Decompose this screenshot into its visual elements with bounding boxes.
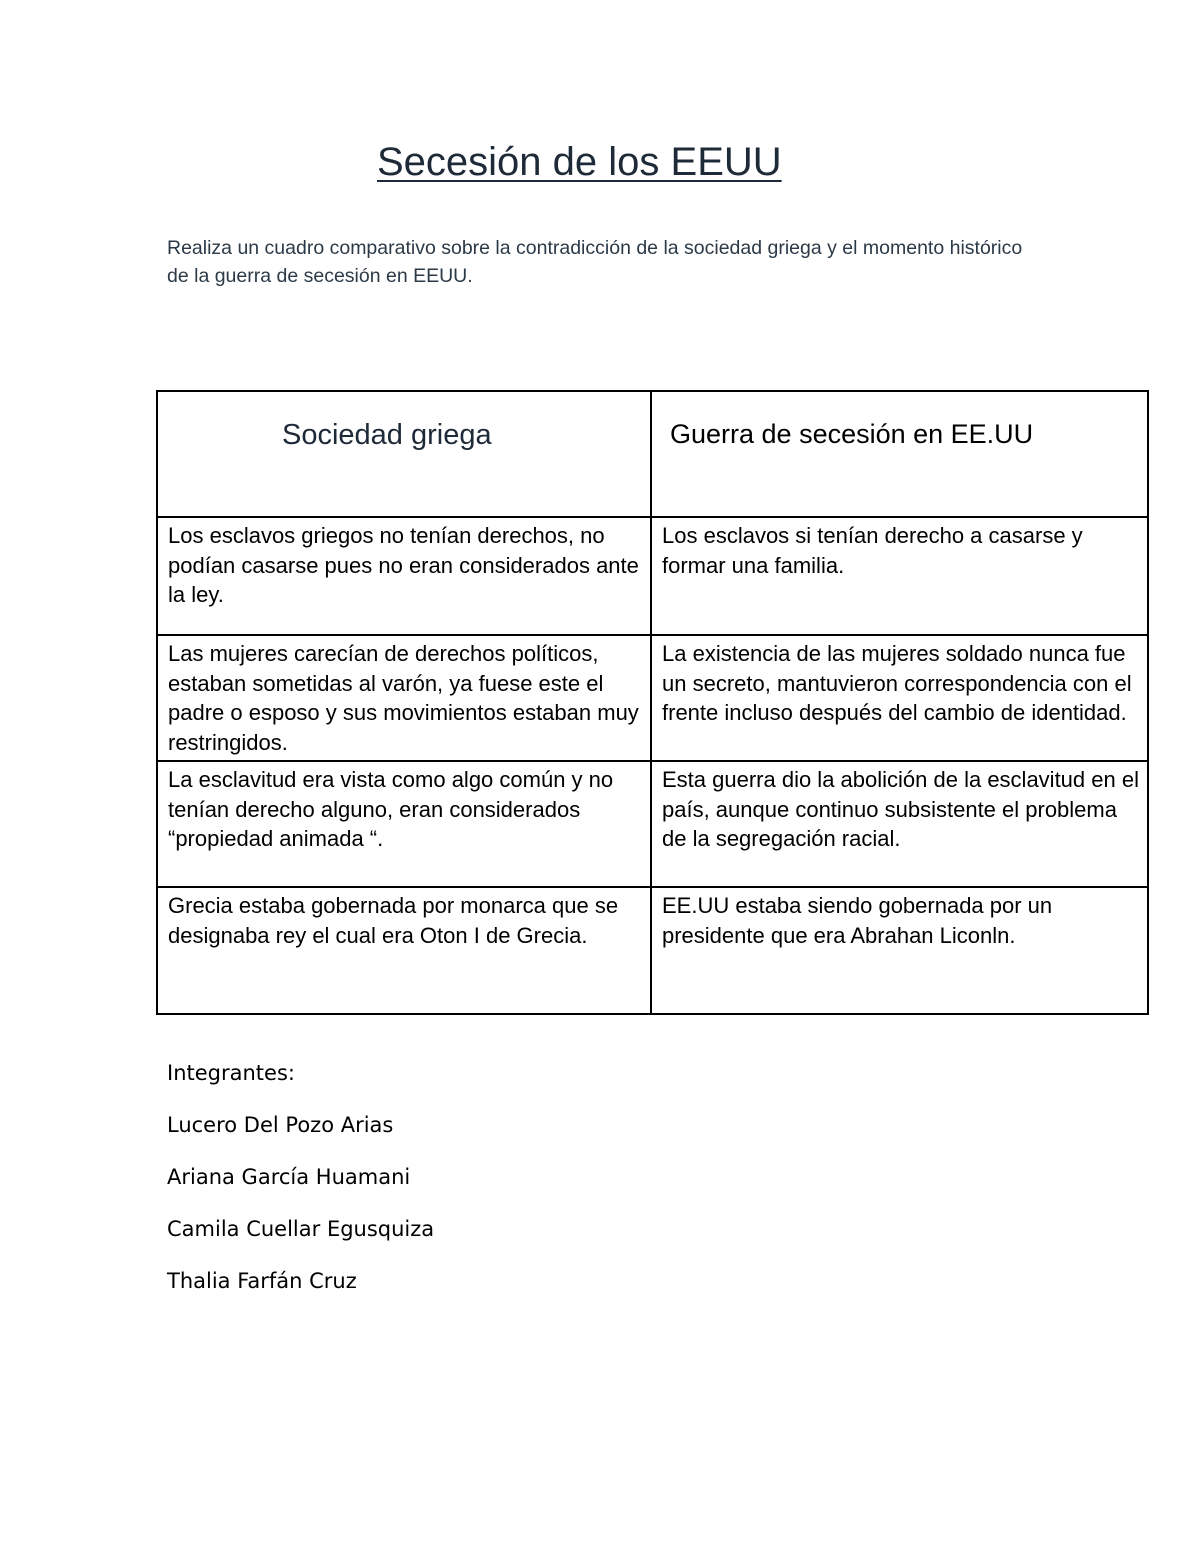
table-cell-usa: La existencia de las mujeres soldado nunca fue un secreto, mantuvieron correspondencia con el frente incluso después del cambio de identidad. <box>651 635 1148 761</box>
table-row <box>157 517 1148 635</box>
table-header-row <box>157 391 1148 517</box>
table-row <box>157 761 1148 887</box>
members-heading: Integrantes: <box>167 1061 295 1085</box>
table-cell-greek: Los esclavos griegos no tenían derechos, no podían casarse pues no eran considerados ante la ley. <box>157 517 651 635</box>
member-name: Thalia Farfán Cruz <box>167 1269 357 1293</box>
table-row <box>157 887 1148 1014</box>
table-header-greek-society: Sociedad griega <box>157 391 651 517</box>
comparison-table <box>156 390 1149 1015</box>
table-cell-greek: Grecia estaba gobernada por monarca que se designaba rey el cual era Oton I de Grecia. <box>157 887 651 1014</box>
table-cell-greek: La esclavitud era vista como algo común y no tenían derecho alguno, eran considerados “propiedad animada “. <box>157 761 651 887</box>
page-title: Secesión de los EEUU <box>377 140 782 184</box>
members-section <box>167 1058 434 1318</box>
member-name: Camila Cuellar Egusquiza <box>167 1217 435 1241</box>
table-cell-usa: Los esclavos si tenían derecho a casarse y formar una familia. <box>651 517 1148 635</box>
member-name: Lucero Del Pozo Arias <box>167 1113 394 1137</box>
instructions-text: Realiza un cuadro comparativo sobre la contradicción de la sociedad griega y el momento histórico de la guerra de secesión en EEUU. <box>167 237 1023 287</box>
table-cell-usa: Esta guerra dio la abolición de la esclavitud en el país, aunque continuo subsistente el problema de la segregación racial. <box>651 761 1148 887</box>
table-cell-usa: EE.UU estaba siendo gobernada por un presidente que era Abrahan Liconln. <box>651 887 1148 1014</box>
table-row <box>157 635 1148 761</box>
table-header-civil-war: Guerra de secesión en EE.UU <box>651 391 1148 517</box>
table-cell-greek: Las mujeres carecían de derechos políticos, estaban sometidas al varón, ya fuese este el padre o esposo y sus movimientos estaban muy restringidos. <box>157 635 651 761</box>
member-name: Ariana García Huamani <box>167 1165 411 1189</box>
